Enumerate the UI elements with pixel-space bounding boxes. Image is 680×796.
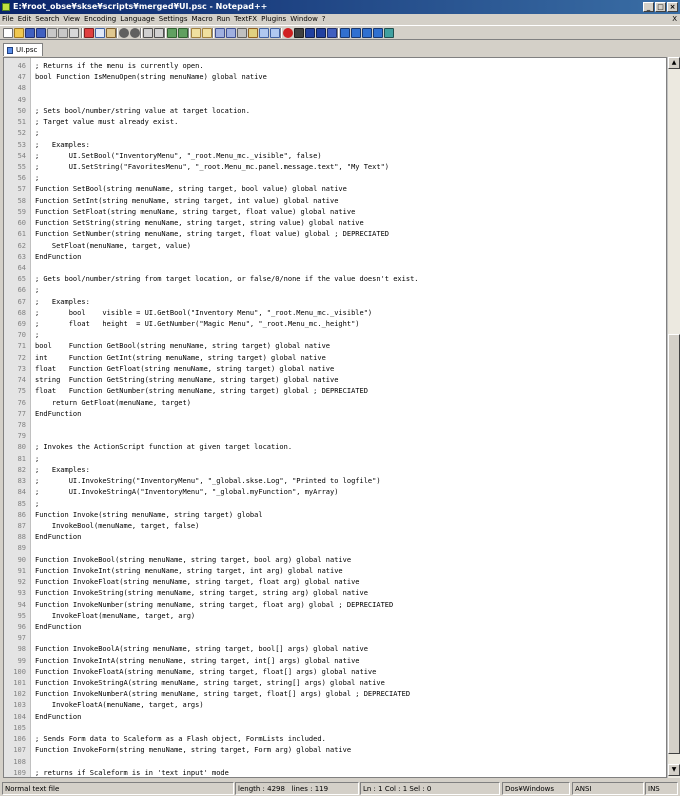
tab-label: UI.psc [16, 46, 38, 54]
code-line [4, 454, 664, 465]
show-all-chars-icon[interactable] [226, 28, 236, 38]
status-eol: Dos¥Windows [502, 782, 570, 795]
code-line [4, 375, 664, 386]
code-line [4, 196, 664, 207]
line-number: 55 [17, 162, 26, 171]
toolbar-separator [280, 28, 282, 38]
line-text: EndFunction [35, 533, 82, 542]
scroll-thumb[interactable] [668, 334, 680, 754]
code-line [4, 61, 664, 72]
line-text: ; UI.SetString("FavoritesMenu", "_root.Menu_mc.panel.message.text", "My Text") [35, 162, 390, 171]
tab-bar [0, 41, 680, 56]
find-icon[interactable] [143, 28, 153, 38]
open-file-icon[interactable] [14, 28, 24, 38]
sync-vertical-icon[interactable] [191, 28, 201, 38]
line-number: 82 [17, 465, 26, 474]
code-line [4, 106, 664, 117]
line-number: 89 [17, 544, 26, 553]
scroll-down-button[interactable]: ▼ [668, 764, 680, 776]
code-line [4, 442, 664, 453]
line-text: ; Gets bool/number/string from target location, or false/0/none if the value doesn't exist. [35, 275, 419, 284]
save-icon[interactable] [25, 28, 35, 38]
line-text: ; [35, 454, 40, 463]
status-length-lines [235, 782, 359, 795]
code-line [4, 162, 664, 173]
line-number: 77 [17, 409, 26, 418]
line-text: bool Function IsMenuOpen(string menuName) global native [35, 73, 267, 82]
code-line [4, 700, 664, 711]
file-icon [7, 47, 13, 54]
line-text: Function SetString(string menuName, string target, string value) global native [35, 219, 364, 228]
line-text: float Function GetFloat(string menuName, string target) global native [35, 364, 335, 373]
line-number: 74 [17, 376, 26, 385]
line-number: 68 [17, 308, 26, 317]
line-text: Function InvokeForm(string menuName, string target, Form arg) global native [35, 746, 352, 755]
line-number: 100 [13, 667, 26, 676]
code-line [4, 757, 664, 768]
code-line [4, 353, 664, 364]
line-number: 75 [17, 387, 26, 396]
code-line [4, 532, 664, 543]
code-line [4, 465, 664, 476]
line-text: ; Invokes the ActionScript function at given target location. [35, 443, 293, 452]
code-line [4, 543, 664, 554]
line-number: 61 [17, 230, 26, 239]
user-lang-icon[interactable] [248, 28, 258, 38]
new-file-icon[interactable] [3, 28, 13, 38]
line-text: bool Function GetBool(string menuName, string target) global native [35, 342, 331, 351]
code-line [4, 409, 664, 420]
line-text: ; UI.SetBool("InventoryMenu", "_root.Menu_mc._visible", false) [35, 151, 322, 160]
code-line [4, 611, 664, 622]
code-line [4, 633, 664, 644]
line-number: 103 [13, 701, 26, 710]
line-number: 105 [13, 723, 26, 732]
toolbar-separator [337, 28, 339, 38]
line-number: 72 [17, 353, 26, 362]
line-text: ; [35, 174, 40, 183]
code-line [4, 364, 664, 375]
line-number: 81 [17, 454, 26, 463]
word-wrap-icon[interactable] [215, 28, 225, 38]
zoom-out-icon[interactable] [178, 28, 188, 38]
line-text: Function InvokeFloatA(string menuName, string target, float[] args) global native [35, 667, 377, 676]
redo-icon[interactable] [130, 28, 140, 38]
status-bar [0, 781, 680, 796]
line-text: Function InvokeIntA(string menuName, string target, int[] args) global native [35, 656, 360, 665]
line-text: Function SetFloat(string menuName, string target, float value) global native [35, 207, 356, 216]
undo-icon[interactable] [119, 28, 129, 38]
line-number: 93 [17, 589, 26, 598]
toolbar-separator [140, 28, 142, 38]
code-line [4, 140, 664, 151]
line-number: 66 [17, 286, 26, 295]
paste-icon[interactable] [106, 28, 116, 38]
line-text: Function InvokeFloat(string menuName, string target, float arg) global native [35, 578, 360, 587]
code-line [4, 151, 664, 162]
vertical-scrollbar[interactable] [667, 57, 680, 778]
code-line [4, 308, 664, 319]
code-line [4, 644, 664, 655]
code-line [4, 431, 664, 442]
code-line [4, 184, 664, 195]
title-bar [0, 0, 680, 14]
tfx-up-icon[interactable] [340, 28, 350, 38]
code-line [4, 263, 664, 274]
code-line [4, 712, 664, 723]
line-text: InvokeFloat(menuName, target, arg) [35, 611, 196, 620]
line-text: ; Examples: [35, 140, 90, 149]
code-line [4, 768, 664, 778]
code-line [4, 555, 664, 566]
line-text: Function InvokeBoolA(string menuName, string target, bool[] args) global native [35, 645, 368, 654]
save-all-icon[interactable] [36, 28, 46, 38]
line-text: ; Examples: [35, 465, 90, 474]
menu-settings[interactable]: Settings [158, 15, 188, 23]
line-text: Function InvokeString(string menuName, string target, string arg) global native [35, 589, 368, 598]
code-line [4, 734, 664, 745]
code-line [4, 577, 664, 588]
minimize-button[interactable]: _ [643, 2, 654, 12]
line-number: 67 [17, 297, 26, 306]
code-line [4, 128, 664, 139]
line-text: return GetFloat(menuName, target) [35, 398, 191, 407]
tab-ui-psc[interactable] [3, 43, 43, 56]
line-text: InvokeFloatA(menuName, target, args) [35, 701, 204, 710]
menu-macro[interactable]: Macro [191, 15, 213, 23]
line-number: 48 [17, 84, 26, 93]
line-number: 51 [17, 118, 26, 127]
line-number: 85 [17, 499, 26, 508]
code-line [4, 398, 664, 409]
line-number: 57 [17, 185, 26, 194]
line-number: 90 [17, 555, 26, 564]
save-macro-icon[interactable] [327, 28, 337, 38]
line-text: ; bool visible = UI.GetBool("Inventory Menu", "_root.Menu_mc._visible") [35, 308, 373, 317]
toolbar-separator [116, 28, 118, 38]
menu-edit[interactable]: Edit [17, 15, 32, 23]
code-line [4, 499, 664, 510]
code-line [4, 723, 664, 734]
line-number: 107 [13, 746, 26, 755]
run-macro-multiple-icon[interactable] [316, 28, 326, 38]
code-line [4, 252, 664, 263]
close-document-button[interactable]: X [672, 15, 677, 23]
menu-help[interactable]: ? [321, 15, 326, 23]
code-line [4, 285, 664, 296]
line-number: 108 [13, 757, 26, 766]
line-number: 104 [13, 712, 26, 721]
copy-icon[interactable] [95, 28, 105, 38]
code-line [4, 95, 664, 106]
menu-bar [0, 14, 680, 25]
line-text: ; Target value must already exist. [35, 118, 179, 127]
code-line [4, 678, 664, 689]
line-number: 80 [17, 443, 26, 452]
line-number: 70 [17, 331, 26, 340]
line-text: ; UI.InvokeString("InventoryMenu", "_global.skse.Log", "Printed to logfile") [35, 477, 381, 486]
line-text: EndFunction [35, 712, 82, 721]
line-text: ; returns if Scaleform is in 'text input' mode [35, 768, 229, 777]
code-line [4, 510, 664, 521]
stop-record-icon[interactable] [294, 28, 304, 38]
code-line [4, 386, 664, 397]
code-line [4, 341, 664, 352]
line-number: 102 [13, 690, 26, 699]
line-number: 97 [17, 634, 26, 643]
scroll-up-button[interactable]: ▲ [668, 57, 680, 69]
line-text: Function SetInt(string menuName, string target, int value) global native [35, 196, 339, 205]
line-text: Function InvokeNumberA(string menuName, string target, float[] args) global ; DEPRECIATED [35, 690, 411, 699]
line-text: ; [35, 499, 40, 508]
tfx-down-icon[interactable] [362, 28, 372, 38]
code-line [4, 83, 664, 94]
line-text: ; [35, 286, 40, 295]
line-number: 60 [17, 219, 26, 228]
line-text: Function SetBool(string menuName, string target, bool value) global native [35, 185, 347, 194]
line-number: 46 [17, 62, 26, 70]
line-number: 109 [13, 768, 26, 777]
line-number: 54 [17, 151, 26, 160]
line-text: EndFunction [35, 252, 82, 261]
code-line [4, 487, 664, 498]
line-number: 96 [17, 622, 26, 631]
code-line [4, 297, 664, 308]
line-number: 98 [17, 645, 26, 654]
menu-window[interactable]: Window [290, 15, 318, 23]
line-number: 79 [17, 432, 26, 441]
line-number: 91 [17, 566, 26, 575]
line-text: Function InvokeBool(string menuName, string target, bool arg) global native [35, 555, 352, 564]
code-line [4, 622, 664, 633]
line-number: 95 [17, 611, 26, 620]
line-number: 101 [13, 679, 26, 688]
menu-view[interactable]: View [63, 15, 80, 23]
line-text: ; UI.InvokeStringA("InventoryMenu", "_global.myFunction", myArray) [35, 488, 339, 497]
code-line [4, 229, 664, 240]
line-text: ; float height = UI.GetNumber("Magic Menu", "_root.Menu_mc._height") [35, 320, 360, 329]
tfx-check-icon[interactable] [384, 28, 394, 38]
line-text: ; Sends Form data to Scaleform as a Flash object, FormLists included. [35, 735, 326, 744]
line-text: InvokeBool(menuName, target, false) [35, 521, 200, 530]
menu-plugins[interactable]: Plugins [261, 15, 287, 23]
line-number: 99 [17, 656, 26, 665]
line-number: 88 [17, 533, 26, 542]
code-line [4, 656, 664, 667]
menu-textfx[interactable]: TextFX [234, 15, 258, 23]
code-line [4, 218, 664, 229]
code-line [4, 72, 664, 83]
function-list-icon[interactable] [270, 28, 280, 38]
line-number: 59 [17, 207, 26, 216]
line-number: 71 [17, 342, 26, 351]
code-line [4, 420, 664, 431]
menu-run[interactable]: Run [216, 15, 231, 23]
code-line [4, 319, 664, 330]
line-number: 50 [17, 106, 26, 115]
line-number: 69 [17, 320, 26, 329]
line-number: 56 [17, 174, 26, 183]
close-button[interactable]: × [667, 2, 678, 12]
print-icon[interactable] [69, 28, 79, 38]
code-line [4, 476, 664, 487]
close-all-icon[interactable] [58, 28, 68, 38]
menu-file[interactable]: File [2, 15, 14, 23]
line-text: SetFloat(menuName, target, value) [35, 241, 191, 250]
line-text: Function InvokeNumber(string menuName, string target, float arg) global ; DEPRECIATED [35, 600, 394, 609]
line-number: 86 [17, 510, 26, 519]
line-number: 83 [17, 477, 26, 486]
toolbar-separator [164, 28, 166, 38]
code-lines [4, 61, 664, 778]
indent-guide-icon[interactable] [237, 28, 247, 38]
maximize-button[interactable]: □ [655, 2, 666, 12]
line-number: 78 [17, 421, 26, 429]
code-line [4, 117, 664, 128]
menu-encoding[interactable]: Encoding [83, 15, 117, 23]
line-number: 64 [17, 263, 26, 272]
line-number: 87 [17, 521, 26, 530]
code-line [4, 207, 664, 218]
code-line [4, 274, 664, 285]
status-length: length : 4298 [238, 785, 285, 793]
line-number: 53 [17, 140, 26, 149]
line-text: int Function GetInt(string menuName, string target) global native [35, 353, 326, 362]
status-file-type: Normal text file [2, 782, 234, 795]
code-line [4, 241, 664, 252]
line-text: Function SetNumber(string menuName, string target, float value) global ; DEPRECIATED [35, 230, 390, 239]
line-number: 47 [17, 73, 26, 82]
line-text: Function InvokeStringA(string menuName, string target, string[] args) global native [35, 679, 385, 688]
line-number: 63 [17, 252, 26, 261]
line-text: ; [35, 129, 40, 138]
cut-icon[interactable] [84, 28, 94, 38]
line-number: 92 [17, 578, 26, 587]
tfx-list-icon[interactable] [373, 28, 383, 38]
line-text: ; Examples: [35, 297, 90, 306]
status-insert-mode: INS [645, 782, 678, 795]
replace-icon[interactable] [154, 28, 164, 38]
code-line [4, 689, 664, 700]
code-line [4, 521, 664, 532]
code-line [4, 600, 664, 611]
toolbar-separator [188, 28, 190, 38]
line-number: 58 [17, 196, 26, 205]
line-number: 49 [17, 95, 26, 104]
status-position: Ln : 1 Col : 1 Sel : 0 [360, 782, 500, 795]
sync-horizontal-icon[interactable] [202, 28, 212, 38]
line-text: Function InvokeInt(string menuName, string target, int arg) global native [35, 566, 343, 575]
line-text: EndFunction [35, 622, 82, 631]
zoom-in-icon[interactable] [167, 28, 177, 38]
code-line [4, 667, 664, 678]
line-text: ; Returns if the menu is currently open. [35, 62, 204, 70]
menu-search[interactable]: Search [35, 15, 60, 23]
status-encoding: ANSI [572, 782, 644, 795]
line-number: 84 [17, 488, 26, 497]
line-text: EndFunction [35, 409, 82, 418]
toolbar-separator [212, 28, 214, 38]
line-text: float Function GetNumber(string menuName, string target) global ; DEPRECIATED [35, 387, 368, 396]
close-icon[interactable] [47, 28, 57, 38]
line-text: ; Sets bool/number/string value at target location. [35, 106, 250, 115]
code-line [4, 745, 664, 756]
code-line [4, 173, 664, 184]
toolbar-separator [81, 28, 83, 38]
line-number: 94 [17, 600, 26, 609]
menu-language[interactable]: Language [120, 15, 155, 23]
doc-map-icon[interactable] [259, 28, 269, 38]
line-text: ; [35, 331, 40, 340]
window-title: E:¥root_obse¥skse¥scripts¥merged¥UI.psc - Notepad++ [13, 2, 268, 11]
toolbar [0, 25, 680, 40]
code-line [4, 588, 664, 599]
line-text: string Function GetString(string menuName, string target) global native [35, 376, 339, 385]
code-line [4, 330, 664, 341]
line-number: 52 [17, 129, 26, 138]
line-number: 73 [17, 364, 26, 373]
line-number: 65 [17, 275, 26, 284]
line-text: Function Invoke(string menuName, string target) global [35, 510, 263, 519]
line-number: 62 [17, 241, 26, 250]
line-number: 76 [17, 398, 26, 407]
line-number: 106 [13, 735, 26, 744]
status-lines: lines : 119 [291, 785, 329, 793]
play-macro-icon[interactable] [305, 28, 315, 38]
record-macro-icon[interactable] [283, 28, 293, 38]
notepad-plus-plus-icon [2, 3, 10, 11]
editor[interactable] [3, 57, 667, 778]
tfx-up2-icon[interactable] [351, 28, 361, 38]
code-line [4, 566, 664, 577]
